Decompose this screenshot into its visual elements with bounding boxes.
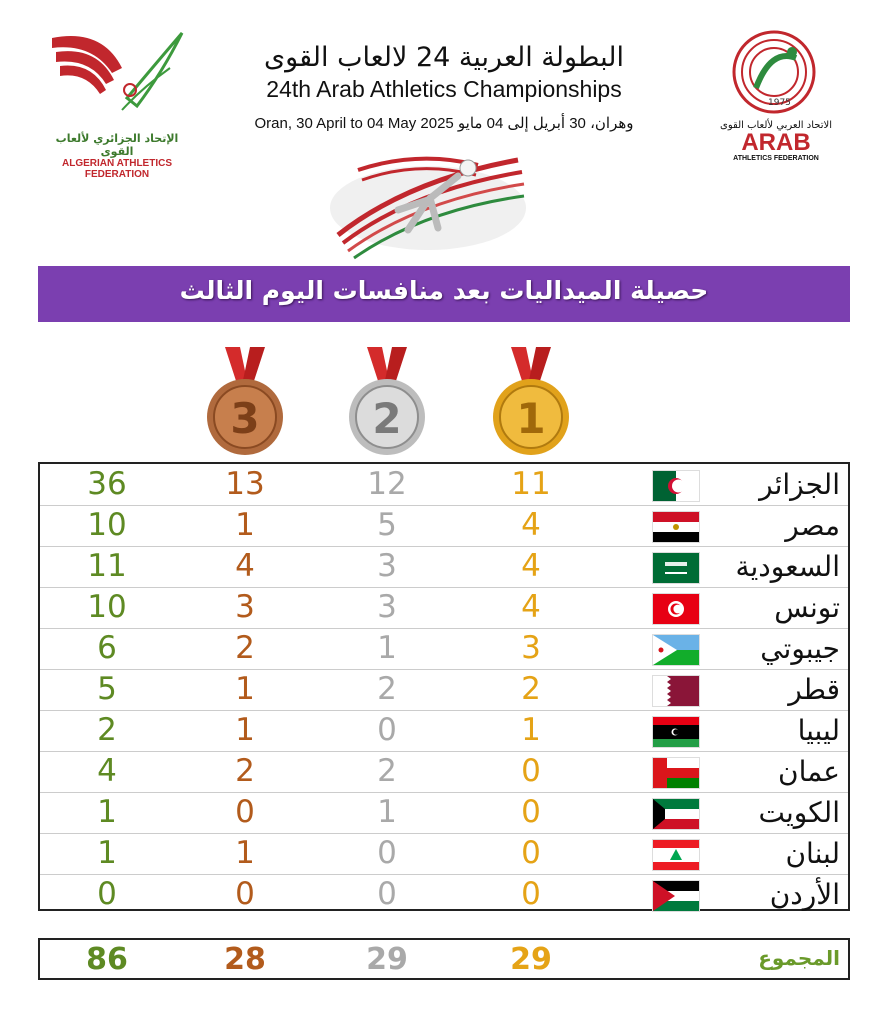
- country-name: الأردن: [769, 878, 840, 911]
- bronze-medal-number: 3: [230, 394, 260, 443]
- event-dates: Oran, 30 April to 04 May 2025 وهران، 30 أبريل إلى 04 مايو: [254, 115, 634, 132]
- arab-federation-sub-en: ATHLETICS FEDERATION: [733, 155, 819, 162]
- silver-cell: 0: [377, 712, 397, 748]
- total-cell: 6: [97, 630, 117, 666]
- bronze-cell: 1: [235, 712, 255, 748]
- grand-total: 86: [86, 942, 128, 977]
- libya-flag-icon: [652, 716, 700, 748]
- bronze-cell: 13: [225, 466, 265, 502]
- table-row: [40, 546, 848, 588]
- table-row: [40, 628, 848, 670]
- silver-cell: 2: [377, 671, 397, 707]
- gold-cell: 1: [521, 712, 541, 748]
- gold-cell: 11: [511, 466, 551, 502]
- country-name: مصر: [785, 509, 840, 542]
- table-row: [40, 669, 848, 711]
- algeria-flag-icon: [652, 470, 700, 502]
- total-cell: 2: [97, 712, 117, 748]
- gold-cell: 0: [521, 794, 541, 830]
- table-row: [40, 833, 848, 875]
- silver-cell: 3: [377, 548, 397, 584]
- arab-federation-name-en: ARAB: [741, 129, 811, 156]
- gold-cell: 0: [521, 753, 541, 789]
- kuwait-flag-icon: [652, 798, 700, 830]
- country-name: السعودية: [735, 550, 840, 583]
- arab-federation-year: 1975: [768, 98, 791, 108]
- table-row: [40, 587, 848, 629]
- silver-cell: 0: [377, 876, 397, 912]
- algerian-federation-name-ar: الإتحاد الجزائري لألعاب القوى: [55, 132, 179, 158]
- table-row: [40, 710, 848, 752]
- table-row: [40, 505, 848, 547]
- gold-cell: 0: [521, 876, 541, 912]
- bronze-cell: 1: [235, 671, 255, 707]
- country-name: تونس: [774, 591, 840, 624]
- lebanon-flag-icon: [652, 839, 700, 871]
- total-cell: 1: [97, 794, 117, 830]
- silver-medal-number: 2: [372, 394, 402, 443]
- medal-table: [38, 462, 850, 911]
- country-name: الجزائر: [759, 468, 840, 501]
- gold-medal-number: 1: [516, 394, 546, 443]
- arab-federation-name-ar: الاتحاد العربي لألعاب القوى: [720, 120, 832, 131]
- country-name: لبنان: [785, 837, 840, 870]
- silver-cell: 1: [377, 794, 397, 830]
- bronze-cell: 3: [235, 589, 255, 625]
- bronze-total: 28: [224, 942, 266, 977]
- table-row: [40, 792, 848, 834]
- jordan-flag-icon: [652, 880, 700, 912]
- silver-cell: 5: [377, 507, 397, 543]
- silver-cell: 12: [367, 466, 407, 502]
- gold-cell: 3: [521, 630, 541, 666]
- championship-track-emblem: [318, 140, 528, 265]
- total-cell: 10: [87, 589, 127, 625]
- country-name: عمان: [778, 755, 840, 788]
- bronze-cell: 4: [235, 548, 255, 584]
- gold-cell: 4: [521, 589, 541, 625]
- total-cell: 0: [97, 876, 117, 912]
- bronze-cell: 0: [235, 876, 255, 912]
- qatar-flag-icon: [652, 675, 700, 707]
- table-row: [40, 751, 848, 793]
- djibouti-flag-icon: [652, 634, 700, 666]
- gold-cell: 4: [521, 548, 541, 584]
- silver-medal-icon: [342, 345, 432, 465]
- table-row: [40, 874, 848, 915]
- silver-cell: 1: [377, 630, 397, 666]
- bronze-cell: 2: [235, 630, 255, 666]
- totals-row: [38, 938, 850, 980]
- tunisia-flag-icon: [652, 593, 700, 625]
- gold-cell: 0: [521, 835, 541, 871]
- total-cell: 36: [87, 466, 127, 502]
- banner-title: حصيلة الميداليات بعد منافسات اليوم الثالث: [179, 276, 709, 305]
- gold-total: 29: [510, 942, 552, 977]
- bronze-cell: 1: [235, 507, 255, 543]
- bronze-cell: 0: [235, 794, 255, 830]
- country-name: ليبيا: [797, 714, 840, 747]
- bronze-cell: 2: [235, 753, 255, 789]
- totals-label: المجموع: [758, 946, 840, 970]
- gold-medal-icon: [486, 345, 576, 465]
- total-cell: 1: [97, 835, 117, 871]
- gold-cell: 4: [521, 507, 541, 543]
- total-cell: 4: [97, 753, 117, 789]
- bronze-cell: 1: [235, 835, 255, 871]
- silver-cell: 0: [377, 835, 397, 871]
- medal-standings-banner: [38, 266, 850, 322]
- gold-cell: 2: [521, 671, 541, 707]
- algerian-federation-name-en: ALGERIAN ATHLETICS FEDERATION: [62, 158, 172, 180]
- bronze-medal-icon: [200, 345, 290, 465]
- silver-total: 29: [366, 942, 408, 977]
- total-cell: 5: [97, 671, 117, 707]
- total-cell: 11: [87, 548, 127, 584]
- country-name: الكويت: [758, 796, 840, 829]
- title-arabic: البطولة العربية 24 لالعاب القوى: [264, 42, 624, 73]
- oman-flag-icon: [652, 757, 700, 789]
- silver-cell: 3: [377, 589, 397, 625]
- saudi-arabia-flag-icon: [652, 552, 700, 584]
- country-name: جيبوتي: [760, 632, 840, 665]
- country-name: قطر: [788, 673, 840, 706]
- title-english: 24th Arab Athletics Championships: [266, 76, 622, 102]
- total-cell: 10: [87, 507, 127, 543]
- silver-cell: 2: [377, 753, 397, 789]
- egypt-flag-icon: [652, 511, 700, 543]
- table-row: [40, 464, 848, 506]
